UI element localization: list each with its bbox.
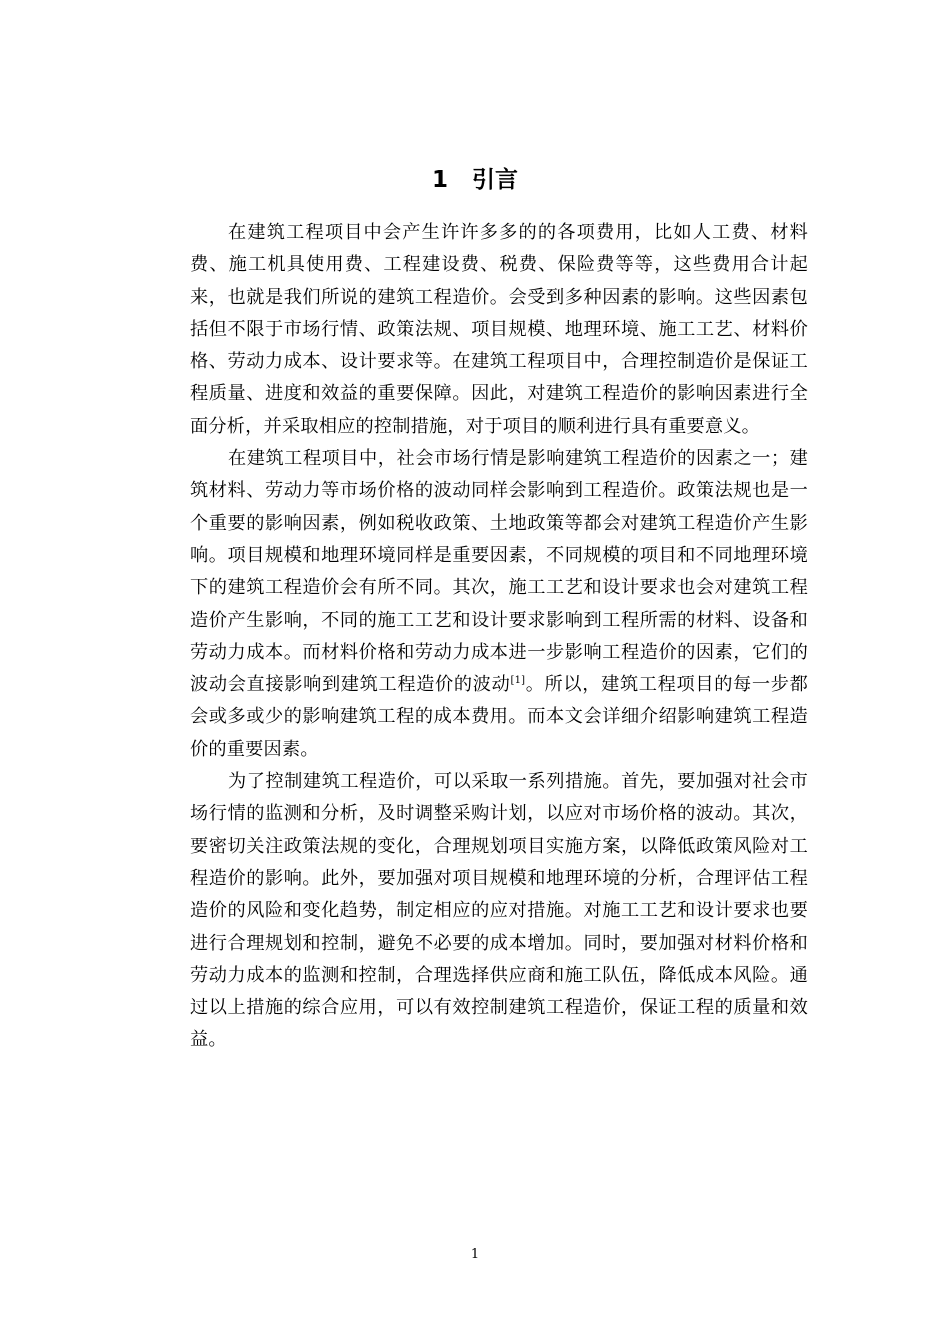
page-number: 1 bbox=[470, 1247, 480, 1262]
paragraph-2-text-before-citation: 在建筑工程项目中，社会市场行情是影响建筑工程造价的因素之一；建筑材料、劳动力等市场价格的波动同样会影响到工程造价。政策法规也是一个重要的影响因素，例如税收政策、土地政策等都会对建筑工程造价产生影响。项目规模和地理环境同样是重要因素，不同规模的项目和不同地理环境下的建筑工程造价会有所不同。其次，施工工艺和设计要求也会对建筑工程造价产生影响，不同的施工工艺和设计要求影响到工程所需的材料、设备和劳动力成本。而材料价格和劳动力成本进一步影响工程造价的因素，它们的波动会直接影响到建筑工程造价的波动 bbox=[190, 448, 808, 696]
section-heading bbox=[0, 161, 950, 199]
citation-marker: [1] bbox=[510, 675, 526, 687]
section-number: 1 bbox=[431, 167, 448, 194]
paragraph-2 bbox=[190, 443, 808, 766]
body-text bbox=[190, 217, 808, 1057]
paragraph-1: 在建筑工程项目中会产生许许多多的的各项费用，比如人工费、材料费、施工机具使用费、工程建设费、税费、保险费等等，这些费用合计起来，也就是我们所说的建筑工程造价。会受到多种因素的影响。这些因素包括但不限于市场行情、政策法规、项目规模、地理环境、施工工艺、材料价格、劳动力成本、设计要求等。在建筑工程项目中，合理控制造价是保证工程质量、进度和效益的重要保障。因此，对建筑工程造价的影响因素进行全面分析，并采取相应的控制措施，对于项目的顺利进行具有重要意义。 bbox=[190, 222, 808, 437]
section-title: 引言 bbox=[472, 167, 518, 194]
paragraph-3: 为了控制建筑工程造价，可以采取一系列措施。首先，要加强对社会市场行情的监测和分析，及时调整采购计划，以应对市场价格的波动。其次，要密切关注政策法规的变化，合理规划项目实施方案，以降低政策风险对工程造价的影响。此外，要加强对项目规模和地理环境的分析，合理评估工程造价的风险和变化趋势，制定相应的应对措施。对施工工艺和设计要求也要进行合理规划和控制，避免不必要的成本增加。同时，要加强对材料价格和劳动力成本的监测和控制，合理选择供应商和施工队伍，降低成本风险。通过以上措施的综合应用，可以有效控制建筑工程造价，保证工程的质量和效益。 bbox=[190, 771, 808, 1051]
paragraph-2-text-after-citation: 。所以，建筑工程项目的每一步都会或多或少的影响建筑工程的成本费用。而本文会详细介绍影响建筑工程造价的重要因素。 bbox=[190, 674, 808, 760]
